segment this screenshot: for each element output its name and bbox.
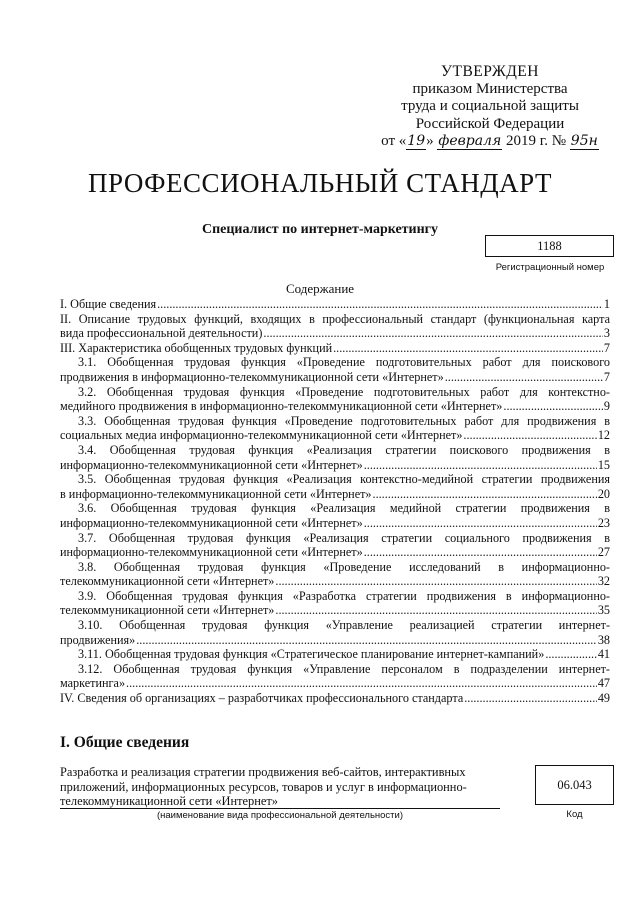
toc-item-text: вида профессиональной деятельности) bbox=[60, 326, 263, 341]
order-day-handwritten: 19 bbox=[407, 133, 426, 149]
approval-line: Российской Федерации bbox=[415, 115, 565, 132]
toc-page-number: 15 bbox=[597, 457, 610, 472]
toc-item-text: III. Характеристика обобщенных трудовых функций bbox=[60, 340, 333, 355]
toc-leader-dots bbox=[126, 676, 597, 691]
toc-leader-dots bbox=[333, 341, 603, 356]
order-number-handwritten: 95н bbox=[570, 133, 598, 149]
activity-line: Разработка и реализация стратегии продвижения веб-сайтов, интерактивных bbox=[60, 765, 466, 779]
toc-item-text: информационно-телекоммуникационной сети «Интернет» bbox=[60, 457, 363, 472]
toc-leader-dots bbox=[445, 370, 603, 385]
approval-line: приказом Министерства bbox=[412, 80, 568, 97]
toc-item bbox=[60, 414, 610, 443]
toc-item-text: телекоммуникационной сети «Интернет» bbox=[60, 574, 275, 589]
toc-page-number: 23 bbox=[597, 515, 610, 530]
registration-number-label: Регистрационный номер bbox=[495, 262, 605, 273]
toc-page-number: 3 bbox=[603, 326, 610, 341]
toc-page-number: 7 bbox=[603, 340, 610, 355]
toc-leader-dots bbox=[373, 487, 597, 502]
toc-leader-dots bbox=[157, 297, 603, 312]
toc-item bbox=[60, 662, 610, 691]
toc-page-number: 38 bbox=[597, 632, 610, 647]
toc-leader-dots bbox=[464, 691, 597, 706]
toc-item-text: 3.11. Обобщенная трудовая функция «Стратегическое планирование интернет-кампаний» bbox=[78, 647, 545, 662]
toc-page-number: 49 bbox=[597, 691, 610, 706]
activity-code-label: Код bbox=[566, 809, 583, 820]
toc-leader-dots bbox=[275, 574, 596, 589]
toc-leader-dots bbox=[364, 545, 597, 560]
document-title: ПРОФЕССИОНАЛЬНЫЙ СТАНДАРТ bbox=[87, 168, 553, 198]
toc-item-text: 3.9. Обобщенная трудовая функция «Разработка стратегии продвижения в информационно- bbox=[78, 588, 610, 603]
toc-leader-dots bbox=[545, 647, 597, 662]
activity-line: телекоммуникационной сети «Интернет» bbox=[60, 794, 278, 809]
activity-line: приложений, информационных ресурсов, товаров и услуг в информационно- bbox=[60, 779, 467, 794]
toc-item-text: II. Описание трудовых функций, входящих в профессиональный стандарт (функциональная карта bbox=[60, 311, 610, 326]
toc-leader-dots bbox=[263, 326, 603, 341]
registration-number-box: 1188 bbox=[485, 235, 614, 257]
toc-item-text: 3.2. Обобщенная трудовая функция «Проведение подготовительных работ для контекстно- bbox=[78, 384, 610, 399]
order-date-line bbox=[355, 133, 625, 151]
toc-item bbox=[60, 312, 610, 341]
toc-page-number: 41 bbox=[597, 647, 610, 662]
toc-item-text: маркетинга» bbox=[60, 676, 126, 691]
toc-item-text: 3.1. Обобщенная трудовая функция «Проведение подготовительных работ для поискового bbox=[78, 355, 610, 370]
toc-item bbox=[60, 443, 610, 472]
activity-caption: (наименование вида профессиональной деятельности) bbox=[156, 810, 404, 821]
document-subtitle: Специалист по интернет-маркетингу bbox=[201, 222, 439, 237]
toc-item-text: 3.8. Обобщенная трудовая функция «Проведение исследований в информационно- bbox=[78, 559, 610, 574]
table-of-contents bbox=[60, 297, 610, 706]
toc-page-number: 1 bbox=[603, 297, 610, 311]
toc-item bbox=[60, 531, 610, 560]
toc-leader-dots bbox=[463, 428, 596, 443]
toc-leader-dots bbox=[503, 399, 603, 414]
toc-page-number: 9 bbox=[603, 399, 610, 414]
toc-page-number: 7 bbox=[603, 369, 610, 384]
order-prefix: от « bbox=[381, 133, 407, 149]
toc-item-text: информационно-телекоммуникационной сети «Интернет» bbox=[60, 515, 363, 530]
toc-item bbox=[60, 355, 610, 384]
toc-item bbox=[60, 385, 610, 414]
activity-underline bbox=[60, 808, 500, 809]
toc-item-text: IV. Сведения об организациях – разработчиках профессионального стандарта bbox=[60, 691, 464, 706]
toc-item-text: в информационно-телекоммуникационной сети «Интернет» bbox=[60, 486, 372, 501]
toc-page-number: 20 bbox=[597, 486, 610, 501]
approval-title: УТВЕРЖДЕН bbox=[441, 63, 539, 80]
toc-item bbox=[60, 647, 610, 662]
toc-item bbox=[60, 691, 610, 706]
toc-page-number: 32 bbox=[597, 574, 610, 589]
toc-page-number: 27 bbox=[597, 545, 610, 560]
toc-item-text: телекоммуникационной сети «Интернет» bbox=[60, 603, 275, 618]
toc-item-text: медийного продвижения в информационно-телекоммуникационной сети «Интернет» bbox=[60, 399, 503, 414]
toc-item bbox=[60, 560, 610, 589]
toc-item-text: 3.5. Обобщенная трудовая функция «Реализация контекстно-медийной стратегии продвижения bbox=[78, 472, 610, 487]
order-year: 2019 г. № bbox=[506, 133, 567, 149]
toc-item-text: 3.12. Обобщенная трудовая функция «Управление персоналом в подразделении интернет- bbox=[78, 661, 610, 676]
approval-line: труда и социальной защиты bbox=[401, 98, 579, 114]
toc-item-text: продвижения» bbox=[60, 632, 136, 647]
order-mid: » bbox=[426, 133, 434, 149]
toc-leader-dots bbox=[364, 516, 597, 531]
activity-code-box: 06.043 bbox=[535, 765, 614, 805]
toc-item-text: продвижения в информационно-телекоммуникационной сети «Интернет» bbox=[60, 369, 444, 384]
toc-page-number: 12 bbox=[597, 428, 610, 443]
toc-item-text: 3.10. Обобщенная трудовая функция «Управление реализацией стратегии интернет- bbox=[78, 618, 610, 633]
toc-item bbox=[60, 341, 610, 356]
toc-item bbox=[60, 589, 610, 618]
toc-item-text: 3.6. Обобщенная трудовая функция «Реализация медийной стратегии продвижения в bbox=[78, 501, 610, 516]
toc-leader-dots bbox=[275, 603, 596, 618]
toc-item-text: социальных медиа информационно-телекоммуникационной сети «Интернет» bbox=[60, 428, 463, 443]
toc-item-text: 3.3. Обобщенная трудовая функция «Проведение подготовительных работ для продвижения в bbox=[78, 413, 610, 428]
toc-heading: Содержание bbox=[285, 281, 355, 296]
toc-item-text: информационно-телекоммуникационной сети «Интернет» bbox=[60, 545, 363, 560]
toc-item bbox=[60, 297, 610, 312]
order-month-handwritten: февраля bbox=[438, 133, 502, 149]
toc-leader-dots bbox=[136, 633, 597, 648]
toc-item bbox=[60, 501, 610, 530]
toc-item bbox=[60, 472, 610, 501]
section-heading: I. Общие сведения bbox=[60, 734, 190, 751]
activity-name bbox=[60, 765, 500, 809]
toc-item-text: I. Общие сведения bbox=[60, 297, 157, 311]
approval-block bbox=[355, 63, 625, 151]
toc-item-text: 3.7. Обобщенная трудовая функция «Реализация стратегии социального продвижения в bbox=[78, 530, 610, 545]
toc-page-number: 47 bbox=[597, 676, 610, 691]
toc-item-text: 3.4. Обобщенная трудовая функция «Реализация стратегии поискового продвижения в bbox=[78, 442, 610, 457]
toc-leader-dots bbox=[364, 458, 597, 473]
toc-item bbox=[60, 618, 610, 647]
toc-page-number: 35 bbox=[597, 603, 610, 618]
